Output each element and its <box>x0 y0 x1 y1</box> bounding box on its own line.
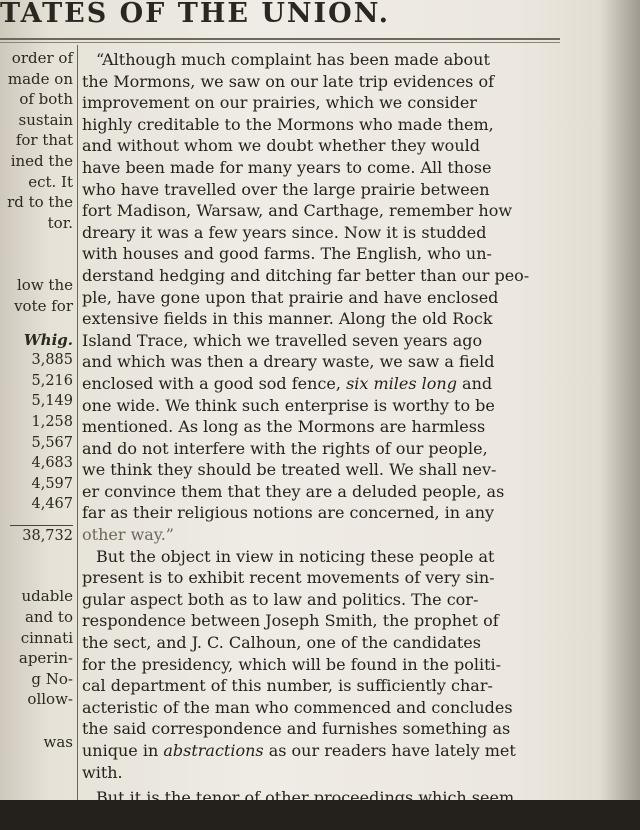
table-value: 4,597 <box>31 475 73 492</box>
article-line: “Although much complaint has been made about <box>96 50 490 69</box>
article-line: one wide. We think such enterprise is worthy to be <box>82 395 495 415</box>
article-line <box>82 373 562 395</box>
article-line: extensive fields in this manner. Along the old Rock <box>82 309 493 329</box>
article-line: fort Madison, Warsaw, and Carthage, remember how <box>82 201 513 221</box>
article-text: enclosed with a good sod fence, <box>82 373 347 393</box>
left-line: order of <box>11 49 73 67</box>
headline: TATES OF THE UNION. <box>0 0 391 29</box>
table-value: 5,567 <box>31 434 73 451</box>
header-rule <box>0 38 560 40</box>
left-line: rd to the <box>7 193 73 212</box>
article-line: But the object in view in noticing these people at <box>96 546 495 566</box>
article-text: unique in <box>82 741 164 760</box>
left-line: sustain <box>18 110 73 129</box>
article-line: far as their religious notions are concerned, in any <box>82 503 495 523</box>
article-line: other way.” <box>82 525 174 545</box>
article-line: who have travelled over the large prairie between <box>82 179 490 199</box>
article-line: acteristic of the man who commenced and concludes <box>82 697 513 717</box>
article-line: improvement on our prairies, which we consider <box>82 93 477 113</box>
left-line: made on <box>7 69 73 88</box>
table-header-whig: Whig. <box>23 330 73 349</box>
article-line: cal department of this number, is sufficiently char- <box>82 676 493 696</box>
table-total: 38,732 <box>22 527 73 544</box>
table-value: 4,683 <box>31 455 73 472</box>
article-line: and without whom we doubt whether they would <box>82 136 480 156</box>
article-line: respondence between Joseph Smith, the prophet of <box>82 611 499 631</box>
left-line: g No- <box>31 669 73 688</box>
article-line <box>82 740 562 762</box>
left-line: udable <box>21 587 73 606</box>
left-line: of both <box>19 90 73 109</box>
table-value: 5,149 <box>31 393 73 410</box>
table-value: 3,885 <box>31 352 73 369</box>
article-line: for the presidency, which will be found in the politi- <box>82 654 502 674</box>
left-line: tor. <box>47 213 73 232</box>
table-value: 1,258 <box>31 413 73 430</box>
article-italic-phrase: six miles long <box>346 373 457 393</box>
column-divider <box>77 45 78 800</box>
table-value: 5,216 <box>31 372 73 389</box>
article-line: dreary it was a few years since. Now it is studded <box>82 222 487 242</box>
article-line: have been made for many years to come. All those <box>82 157 492 177</box>
left-line: ect. It <box>28 172 73 191</box>
article-line: highly creditable to the Mormons who made them, <box>82 114 494 134</box>
article-line: and which was then a dreary waste, we saw a field <box>82 352 495 372</box>
main-column <box>82 49 562 830</box>
article-line: more immediately to affect the peace, if not the sov- <box>82 809 507 829</box>
page-edge-shadow <box>600 0 640 800</box>
article-line: the Mormons, we saw on our late trip evidences of <box>82 71 495 91</box>
article-italic-phrase: abstractions <box>163 741 264 760</box>
left-column <box>0 48 73 753</box>
article-line: we think they should be treated well. We shall nev- <box>82 460 497 480</box>
left-line: aperin- <box>18 649 73 668</box>
article-line: ple, have gone upon that prairie and have enclosed <box>82 287 499 307</box>
article-line: gular aspect both as to law and politics. The cor- <box>82 589 479 609</box>
table-value: 4,467 <box>31 496 73 513</box>
left-line: was <box>43 733 73 752</box>
left-line: ined the <box>10 151 73 170</box>
article-line: with houses and good farms. The English, who un- <box>82 244 492 264</box>
left-line: low the <box>16 276 73 295</box>
article-line: er convince them that they are a deluded people, as <box>82 481 505 501</box>
article-line: present is to exhibit recent movements of very sin- <box>82 568 495 588</box>
article-line: derstand hedging and ditching far better than our peo- <box>82 265 530 285</box>
article-line: with. <box>82 762 123 782</box>
article-line: mentioned. As long as the Mormons are harmless <box>82 417 486 437</box>
left-line: ollow- <box>27 690 73 709</box>
header-rule-thin <box>0 42 560 43</box>
article-line: the said correspondence and furnishes something as <box>82 719 511 739</box>
article-line: Island Trace, which we travelled seven years ago <box>82 330 483 350</box>
article-text: as our readers have lately met <box>263 741 516 760</box>
left-line: cinnati <box>20 628 73 647</box>
left-line: for that <box>15 131 73 150</box>
left-line: and to <box>24 608 73 627</box>
article-line: the sect, and J. C. Calhoun, one of the candidates <box>82 633 481 653</box>
article-line: But it is the tenor of other proceedings which seem <box>96 788 515 808</box>
article-text: and <box>456 373 493 393</box>
left-line: vote for <box>14 296 73 315</box>
article-line: and do not interfere with the rights of our people, <box>82 438 488 458</box>
